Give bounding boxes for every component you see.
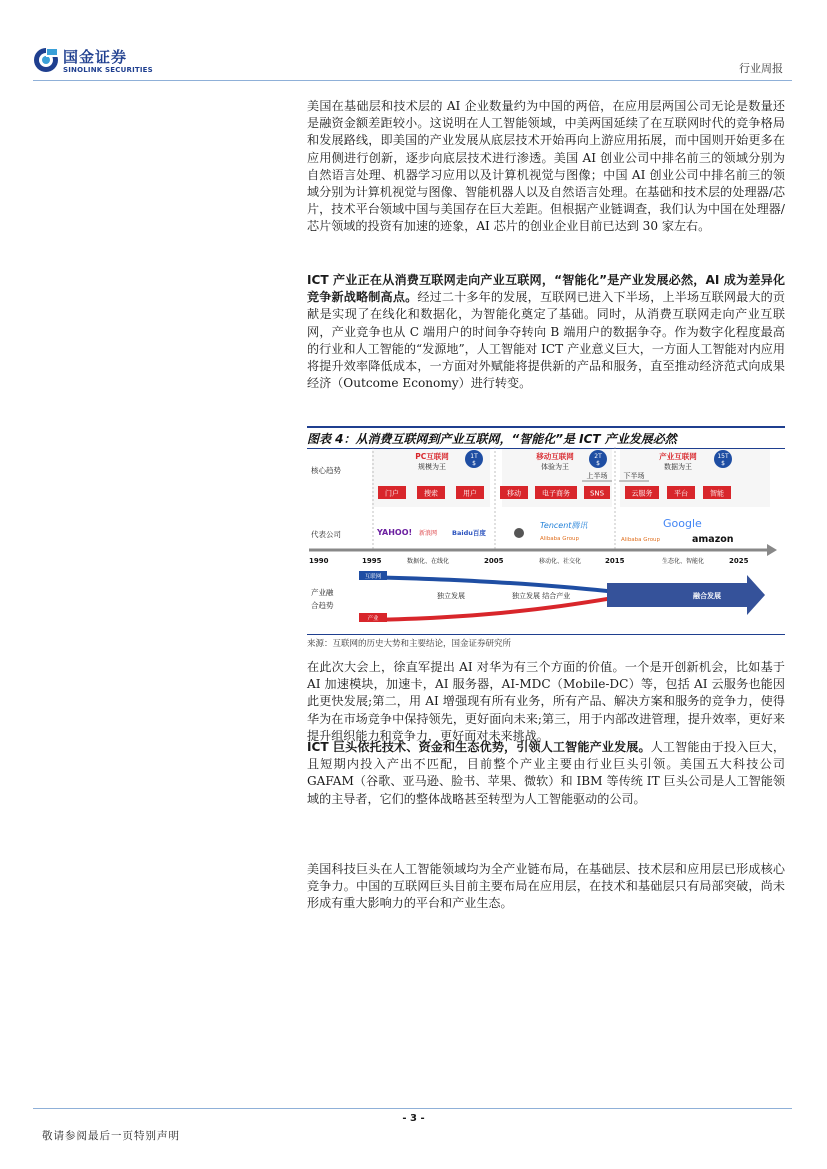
paragraph-ict-body: 经过二十多年的发展，互联网已进入下半场，上半场互联网最大的贡献是实现了在线化和数据化，为智能化奠定了基础。同时，从消费互联网走向产业互联网，产业竞争也从 C 端用户的时间争夺转向 B 端用户的数据争夺。作为数字化程度最高的行业和人工智能的“发源地”，人工智能对 ICT 产业意义巨大，一方面人工智能对内应用将提升效率降低成本，一方面对外赋能将提供新的产品和服务，直至推动经济范式向成果经济（Outcome Economy）进行转变。 — [307, 290, 785, 391]
era-pc-box-users: 用户 — [463, 489, 477, 498]
apple-logo-icon — [514, 528, 524, 538]
footer-disclaimer-note: 敬请参阅最后一页特别声明 — [42, 1130, 180, 1142]
report-type-label: 行业周报 — [739, 62, 783, 75]
row-label-companies: 代表公司 — [311, 530, 341, 539]
era-mobile-box-sns: SNS — [589, 489, 605, 498]
era-mobile-box-ecommerce: 电子商务 — [542, 489, 570, 498]
year-2025: 2025 — [729, 557, 749, 565]
phase-label-1: 数据化、在线化 — [407, 558, 450, 565]
paragraph-us-giants: 美国科技巨头在人工智能领域均为全产业链布局，在基础层、技术层和应用层已形成核心竞争力。中国的互联网巨头目前主要布局在应用层，在技术和基础层只有局部突破，尚未形成有重大影响力的平台和产业生态。 — [307, 862, 785, 911]
industry-stream — [359, 597, 607, 622]
era-pc-badge-bottom: $ — [472, 460, 476, 467]
company-logo-sina: 新浪网 — [419, 530, 438, 537]
flow-label-independent: 独立发展 — [437, 592, 465, 600]
paragraph-ict-industry — [307, 272, 785, 392]
company-logo-yahoo: YAHOO! — [377, 528, 413, 537]
company-logo-tencent: Tencent腾讯 — [540, 521, 588, 530]
flow-label-combine: 独立发展 结合产业 — [512, 592, 571, 600]
logo-english-name: SINOLINK SECURITIES — [63, 66, 153, 74]
page-number: - 3 - — [402, 1113, 425, 1124]
era-industrial-name: 产业互联网 — [659, 452, 697, 461]
row-label-trend-2: 合趋势 — [311, 601, 334, 610]
internet-stream — [359, 575, 607, 593]
paragraph-ict-giants — [307, 739, 785, 808]
stream-label-internet: 互联网 — [364, 574, 382, 580]
company-logo-icon — [33, 47, 59, 73]
era-industrial-slogan: 数据为王 — [664, 463, 692, 471]
header-divider — [33, 80, 792, 81]
footer-divider — [33, 1108, 792, 1109]
flow-label-fusion: 融合发展 — [693, 592, 721, 600]
row-label-core-trend: 核心趋势 — [311, 466, 341, 475]
paragraph-giants-body: 人工智能由于投入巨大，且短期内投入产出不匹配，目前整个产业主要由行业巨头引领。美国五大科技公司 GAFAM（谷歌、亚马逊、脸书、苹果、微软）和 IBM 等传统 IT 巨头公司是人工智能领域的主导者，它们的整体战略甚至转型为人工智能驱动的公司。 — [307, 740, 785, 806]
figure-source: 来源：互联网的历史大势和主要结论，国金证券研究所 — [307, 634, 785, 649]
era-pc-box-portal: 门户 — [385, 489, 399, 498]
company-logo-alibaba-1: Alibaba Group — [540, 536, 580, 542]
era-industrial-badge-top: 15T — [717, 453, 729, 460]
logo-chinese-name: 国金证券 — [63, 48, 128, 66]
year-2015: 2015 — [605, 557, 625, 565]
company-logo-alibaba-2: Alibaba Group — [621, 537, 661, 543]
half-label-first: 上半场 — [586, 472, 608, 480]
paragraph-ict-heading: ICT 产业正在从消费互联网走向产业互联网，“智能化”是产业发展必然，AI 成为差异化竞争新战略制高点。 — [307, 273, 785, 305]
internet-evolution-diagram — [307, 447, 785, 630]
phase-label-3: 生态化、智能化 — [662, 558, 705, 565]
era-industrial-box-intelligence: 智能 — [710, 489, 724, 498]
paragraph-huawei-ai-value: 在此次大会上，徐直军提出 AI 对华为有三个方面的价值。一个是开创新机会，比如基于 AI 加速模块，加速卡，AI 服务器，AI-MDC（Mobile-DC）等，包括 AI 云服务也能因此更快发展;第二，用 AI 增强现有所有业务，所有产品、解决方案和服务的竞争力，使得华为在市场竞争中保持领先，更好面向未来;第三，用于内部改进管理，提升效率，更好来提升组织能力和竞争力，更好面对未来挑战。 — [307, 660, 785, 743]
era-mobile-box-mobile: 移动 — [507, 489, 521, 498]
era-pc-name: PC互联网 — [415, 452, 449, 461]
figure-title: 图表 4：从消费互联网到产业互联网，“智能化”是 ICT 产业发展必然 — [307, 426, 785, 449]
phase-label-2: 移动化、社交化 — [539, 558, 582, 565]
era-mobile-badge-top: 2T — [594, 453, 602, 460]
era-pc-box-search: 搜索 — [424, 489, 438, 498]
era-industrial-box-cloud: 云服务 — [631, 489, 653, 498]
stream-label-industry: 产业 — [367, 616, 379, 622]
era-mobile-badge-bottom: $ — [596, 460, 600, 467]
era-mobile-slogan: 体验为王 — [541, 463, 569, 471]
era-pc-slogan: 规模为王 — [418, 463, 446, 471]
year-1990: 1990 — [309, 557, 329, 565]
half-label-second: 下半场 — [623, 472, 645, 480]
year-1995: 1995 — [362, 557, 382, 565]
era-industrial-box-platform: 平台 — [674, 489, 688, 498]
era-pc-badge-top: 1T — [470, 453, 478, 460]
era-industrial-badge-bottom: $ — [721, 460, 725, 467]
paragraph-ai-comparison: 美国在基础层和技术层的 AI 企业数量约为中国的两倍，在应用层两国公司无论是数量还是融资金额差距较小。这说明在人工智能领域，中美两国延续了在互联网时代的竞争格局和发展路线，即美国的产业发展从底层技术开始再向上游应用拓展，而中国则开始更多在应用侧进行创新，逐步向底层技术进行渗透。美国 AI 创业公司中排名前三的领域分别为自然语言处理、机器学习应用以及计算机视觉与图像；中国 AI 创业公司中排名前三的领域分别为计算机视觉与图像、智能机器人以及自然语言处理。在基础和技术层的处理器/芯片，技术平台领域中国与美国存在巨大差距。但根据产业链调查，我们认为中国在处理器/芯片领域的投资有加速的迹象，AI 芯片的创业企业目前已达到 30 家左右。 — [307, 99, 785, 234]
era-mobile-name: 移动互联网 — [536, 452, 574, 461]
fusion-arrow — [607, 575, 765, 615]
company-logo-amazon: amazon — [692, 534, 734, 545]
year-2005: 2005 — [484, 557, 504, 565]
company-logo-baidu: Baidu百度 — [452, 529, 486, 537]
paragraph-giants-heading: ICT 巨头依托技术、资金和生态优势，引领人工智能产业发展。 — [307, 740, 651, 754]
company-logo-google: Google — [663, 517, 702, 530]
row-label-trend-1: 产业融 — [311, 588, 334, 597]
